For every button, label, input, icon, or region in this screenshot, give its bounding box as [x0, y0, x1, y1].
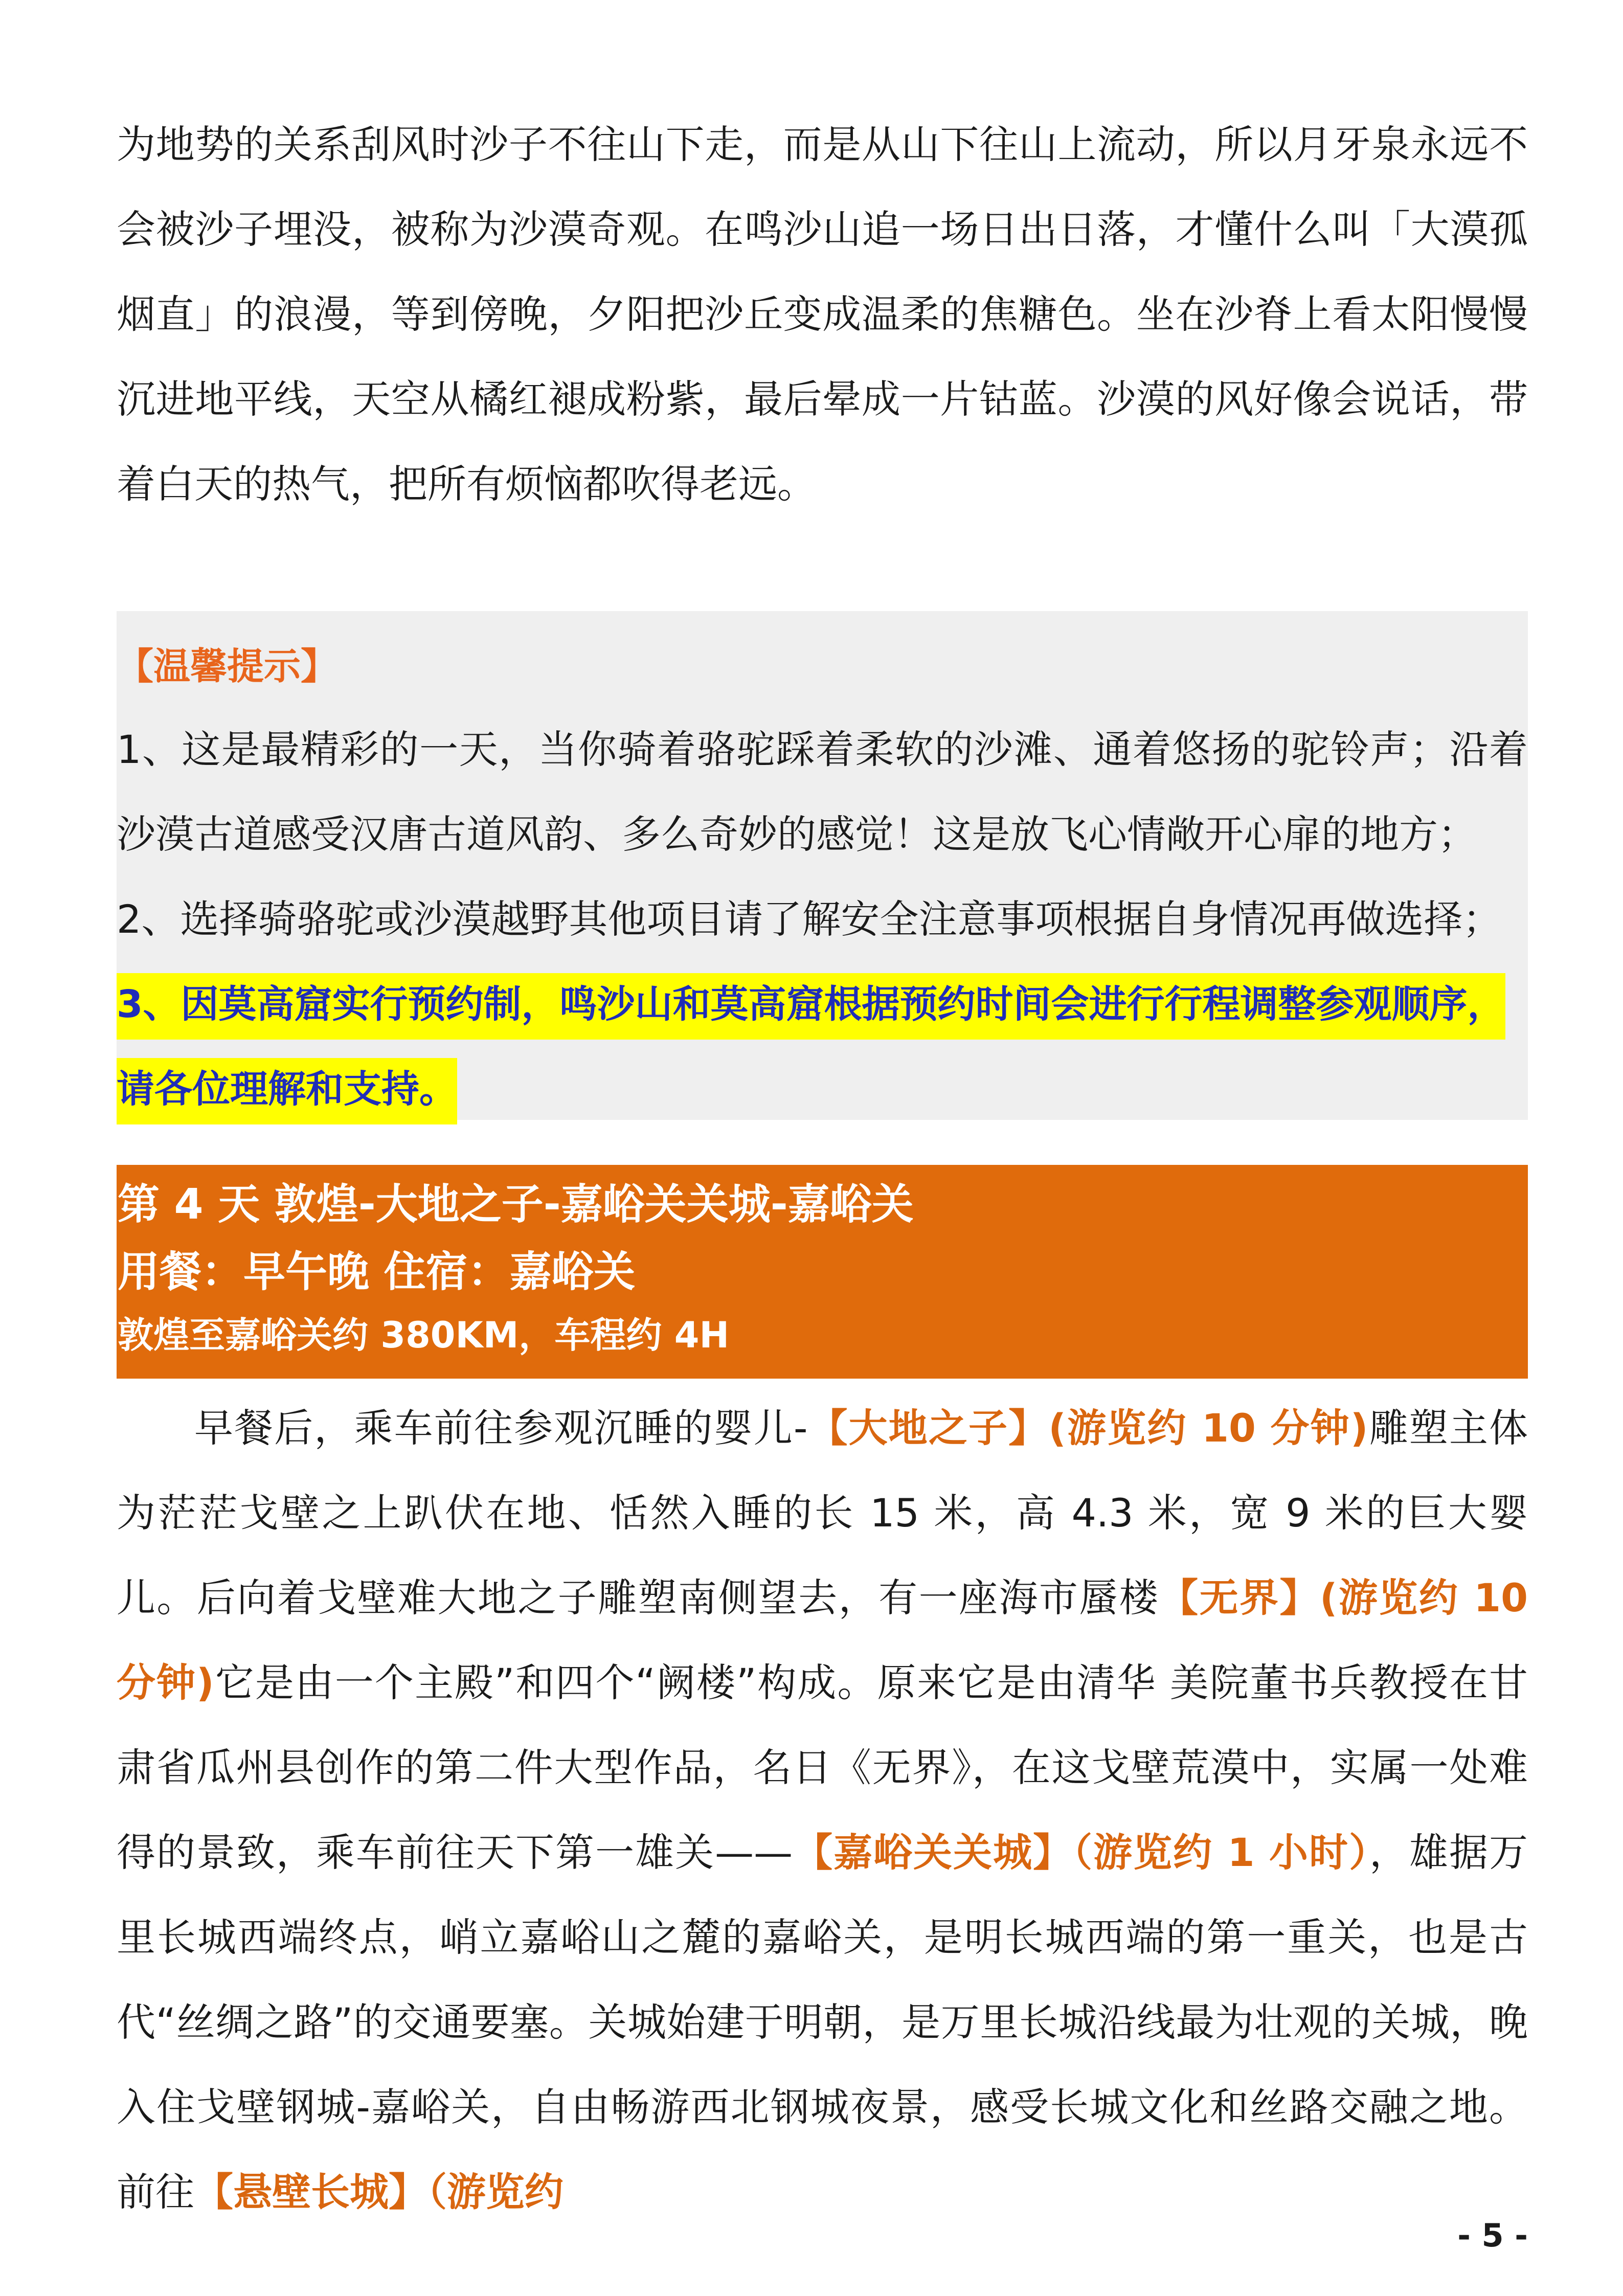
day4-paragraph	[117, 1386, 1528, 2235]
day4-header	[117, 1165, 1528, 1379]
day4-meals-lodging: 用餐：早午晚 住宿：嘉峪关	[118, 1248, 636, 1296]
highlight-jiayuguan: 【嘉峪关关城】（游览约 1 小时）	[793, 1830, 1369, 1875]
highlight-wujie: 【无界】(游览约 10 分钟)	[117, 1575, 1528, 1705]
warm-tips-box	[117, 611, 1528, 1120]
warm-tips-title: 【温馨提示】	[117, 645, 338, 688]
highlight-dadizhizi: 【大地之子】(游览约 10 分钟)	[807, 1405, 1368, 1451]
page-number: - 5 -	[1457, 2217, 1528, 2254]
body-text-2: 雕塑主体为茫茫戈壁之上趴伏在地、恬然入睡的长 15 米，高 4.3 米，宽 9 米的巨大婴儿。后向着戈壁难大地之子雕塑南侧望去，有一座海市蜃楼	[117, 1405, 1528, 1620]
warm-tip-item-3-text: 3、因莫高窟实行预约制，鸣沙山和莫高窟根据预约时间会进行行程调整参观顺序，请各位理解和支持。	[117, 973, 1505, 1124]
day4-distance: 敦煌至嘉峪关约 380KM，车程约 4H	[118, 1314, 730, 1356]
intro-paragraph: 为地势的关系刮风时沙子不往山下走，而是从山下往山上流动，所以月牙泉永远不会被沙子埋没，被称为沙漠奇观。在鸣沙山追一场日出日落，才懂什么叫「大漠孤烟直」的浪漫，等到傍晚，夕阳把沙丘变成温柔的焦糖色。坐在沙脊上看太阳慢慢沉进地平线，天空从橘红褪成粉紫，最后晕成一片钴蓝。沙漠的风好像会说话，带着白天的热气，把所有烦恼都吹得老远。	[117, 122, 1528, 507]
day4-body	[117, 1386, 1528, 2235]
intro-section	[117, 102, 1528, 527]
body-text-4: ，雄据万里长城西端终点，峭立嘉峪山之麓的嘉峪关，是明长城西端的第一重关，也是古代“丝绸之路”的交通要塞。关城始建于明朝，是万里长城沿线最为壮观的关城，晚入住戈壁钢城-嘉峪关，自由畅游西北钢城夜景，感受长城文化和丝路交融之地。前往	[117, 1830, 1528, 2215]
highlight-xuanbi: 【悬壁长城】（游览约	[194, 2169, 563, 2215]
body-text-3: 它是由一个主殿”和四个“阙楼”构成。原来它是由清华 美院董书兵教授在甘肃省瓜州县创作的第二件大型作品，名日《无界》，在这戈壁荒漠中，实属一处难得的景致，乘车前往天下第一雄关——	[117, 1660, 1528, 1875]
warm-tip-item-1: 1、这是最精彩的一天，当你骑着骆驼踩着柔软的沙滩、通着悠扬的驼铃声；沿着沙漠古道感受汉唐古道风韵、多么奇妙的感觉！这是放飞心情敞开心扉的地方；	[117, 727, 1528, 857]
day4-title: 第 4 天 敦煌-大地之子-嘉峪关关城-嘉峪关	[118, 1180, 914, 1229]
body-text-1: 早餐后，乘车前往参观沉睡的婴儿-	[194, 1405, 808, 1451]
warm-tip-item-3	[117, 962, 1528, 1132]
warm-tip-item-2: 2、选择骑骆驼或沙漠越野其他项目请了解安全注意事项根据自身情况再做选择；	[117, 896, 1502, 942]
